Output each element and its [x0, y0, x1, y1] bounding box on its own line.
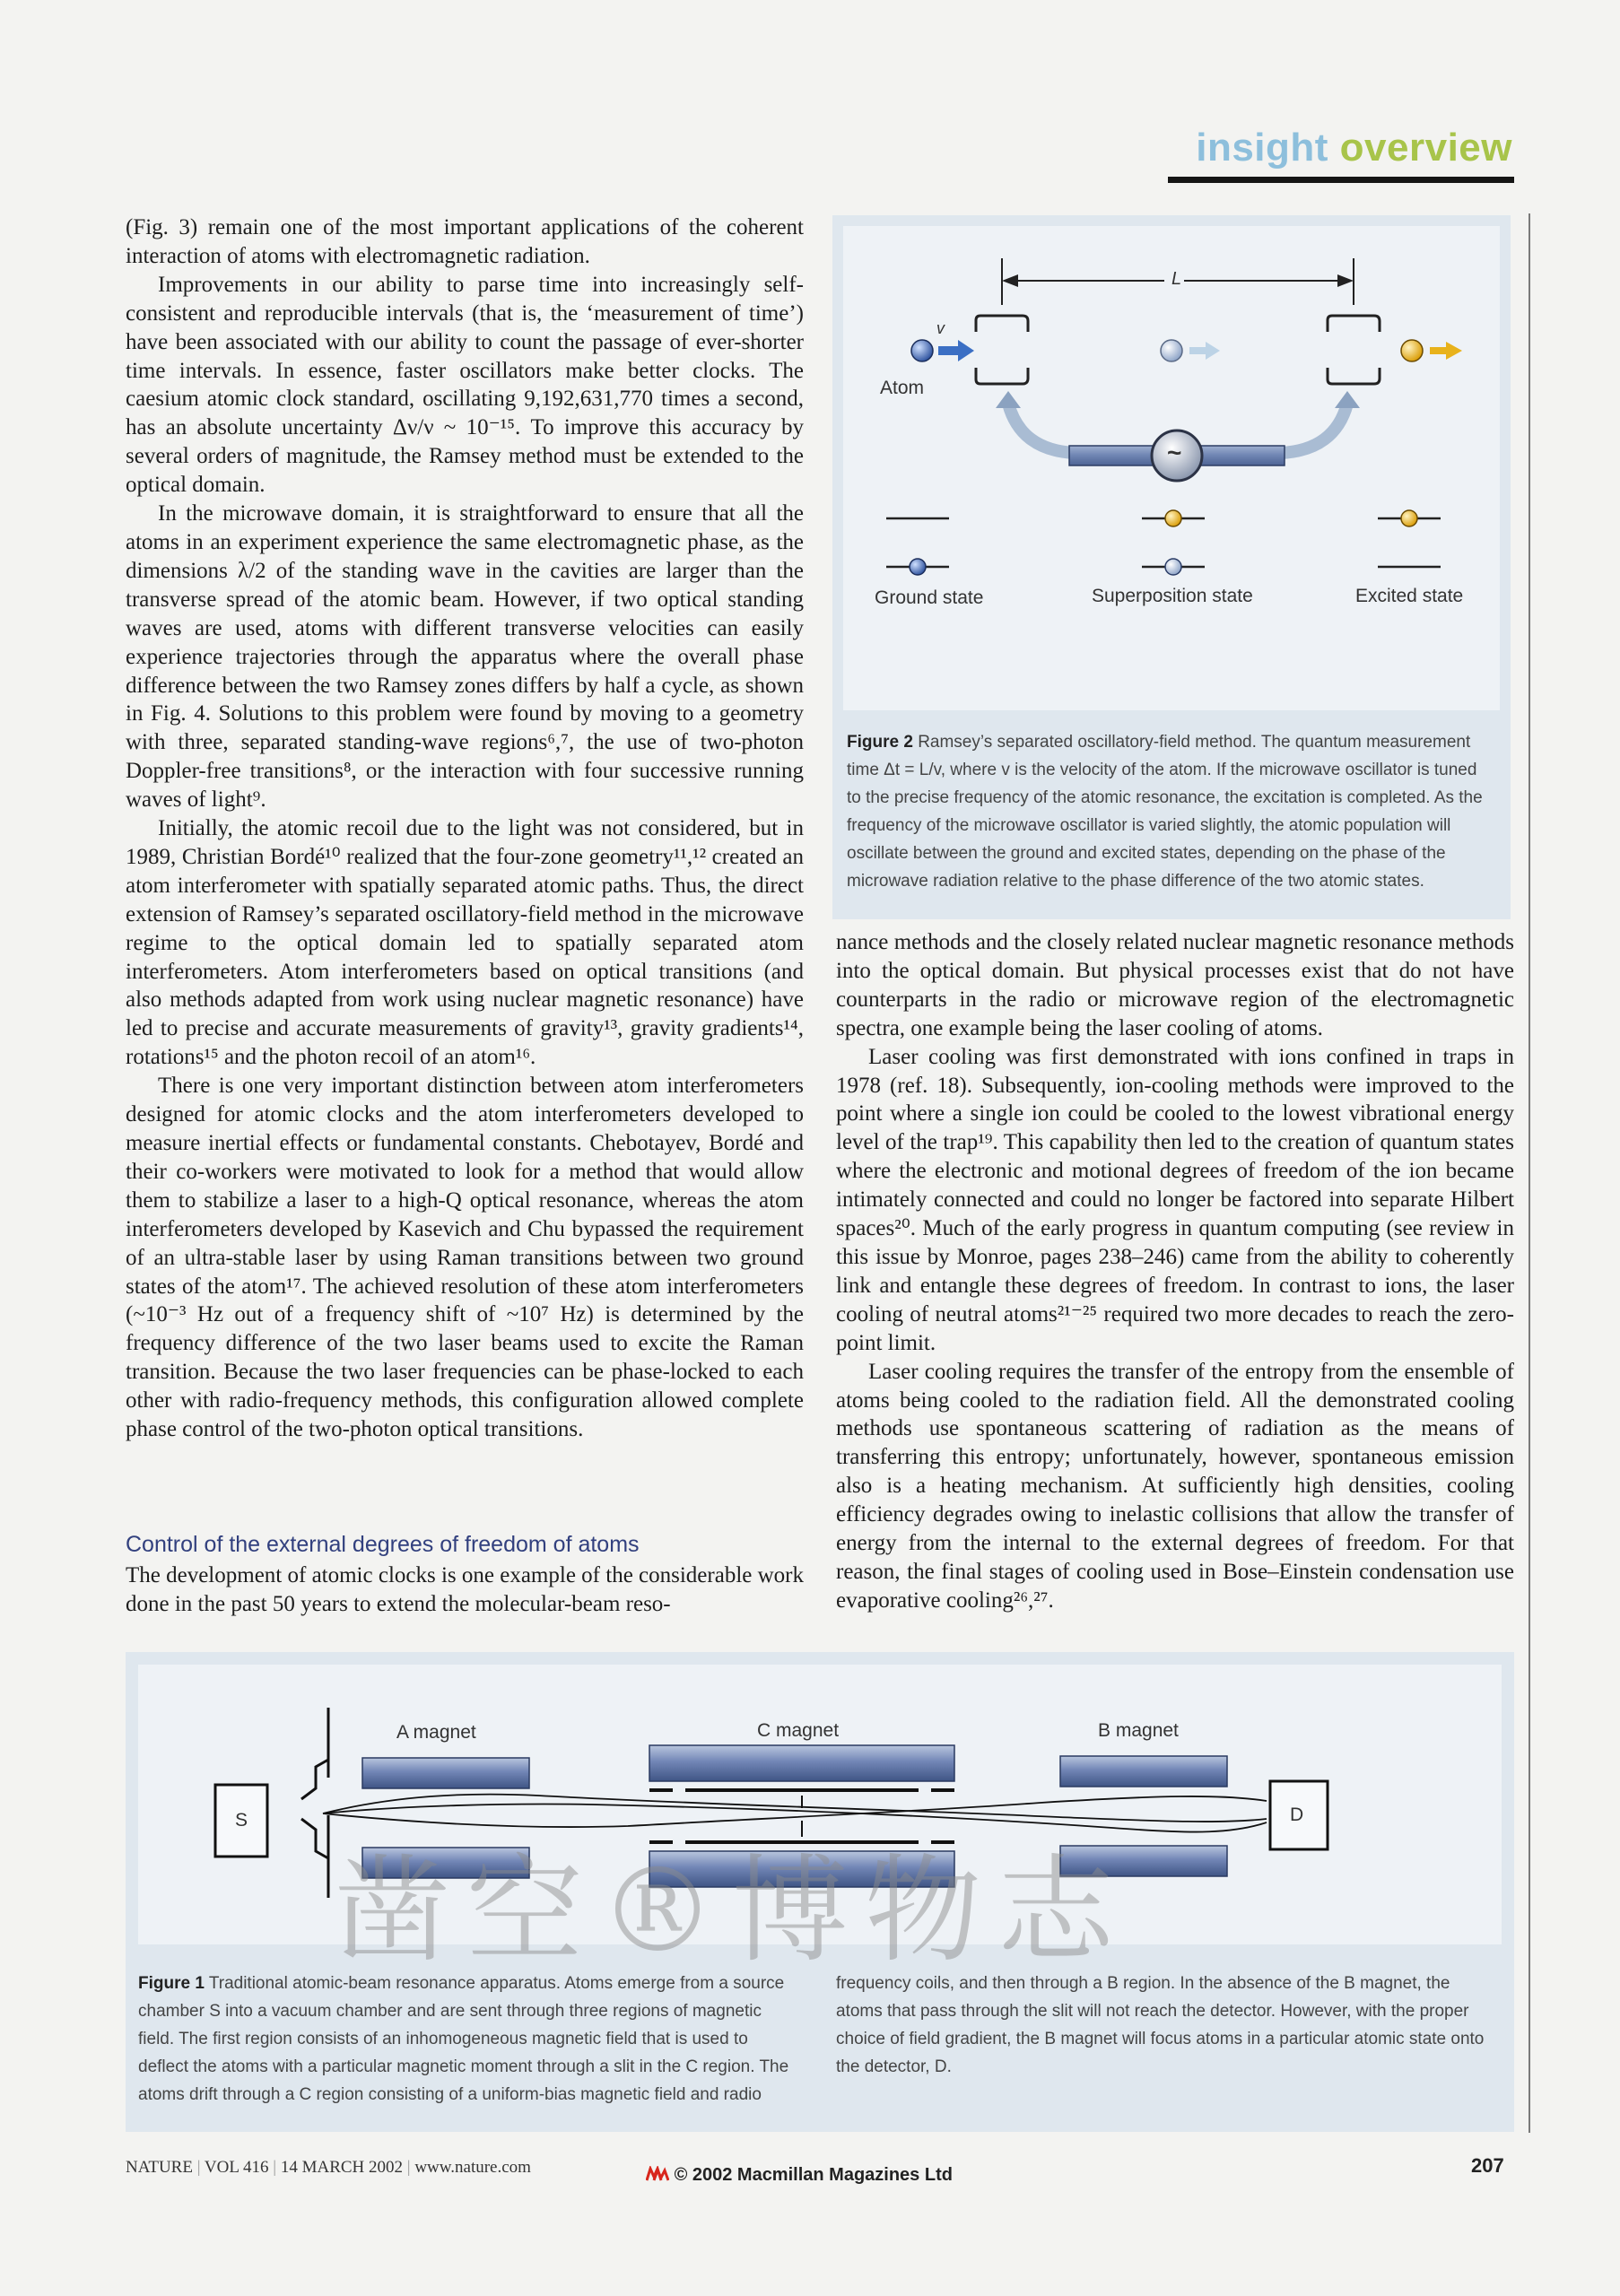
- velocity-label: v: [936, 319, 945, 337]
- b-magnet-label: B magnet: [1098, 1720, 1179, 1741]
- journal-name: NATURE: [126, 2158, 193, 2177]
- b-magnet-upper: [1060, 1756, 1227, 1787]
- figure-1-label: Figure 1: [138, 1974, 205, 1993]
- superposition-state-label: Superposition state: [1092, 586, 1253, 606]
- journal-volume: VOL 416: [204, 2158, 269, 2177]
- figure-2-caption-text: Ramsey’s separated oscillatory-field method. The quantum measurement time Δt = L/v, where v is the velocity of the atom. If the microwave oscillator is tuned to the precise frequency of the atomic resonance, the excitation is completed. As the frequency of the microwave oscillator is varied slightly, the atomic population will oscillate between the ground and excited states, depending on the phase of the microwave radiation relative to the phase difference of the two atomic states.: [847, 733, 1483, 891]
- superposition-upper-atom: [1165, 510, 1181, 526]
- a-magnet-label: A magnet: [396, 1722, 476, 1743]
- paragraph: In the microwave domain, it is straightforward to ensure that all the atoms in an experiment experience the same electromagnetic phase, as the dimensions λ/2 of the standing wave in the cavities are larger than the transverse spread of the atomic beam. However, if two optical standing waves are used, atoms with different transverse velocities can easily experience trajectories through the apparatus where the overall phase difference between the two Ramsey zones differs by half a cycle, as shown in Fig. 4. Solutions to this problem were found by moving to a geometry with three, separated standing-wave regions⁶,⁷, the use of two-photon Doppler-free transitions⁸, or the interaction with four successive running waves of light⁹.: [126, 501, 804, 813]
- figure-1-caption-text: Traditional atomic-beam resonance apparatus. Atoms emerge from a source chamber S into a vacuum chamber and are sent through three regions of magnetic field. The first region consists of an inhomogeneous magnetic field that is used to deflect the atoms with a particular magnetic moment through a slit in the C region. The atoms drift through a C region consisting of a uniform-bias magnetic field and radio: [138, 1974, 789, 2104]
- section-heading: Control of the external degrees of freedom of atoms: [126, 1532, 640, 1557]
- section-word-overview: overview: [1339, 126, 1512, 170]
- atom-label: Atom: [880, 378, 925, 398]
- paragraph: The development of atomic clocks is one example of the considerable work done in the past 50 years to extend the molecular-beam reso-: [126, 1563, 804, 1616]
- paragraph: There is one very important distinction between atom interferometers designed for atomic clocks and the atom interferometers developed to measure inertial effects or fundamental constants. Chebotayev, Bordé and their co-workers were motivated to look for a method that would allow them to stabilize a laser to a high-Q optical resonance, whereas the atom interferometers developed by Kasevich and Chu bypassed the requirement of an ultra-stable laser by using Raman transitions between two ground states of the atom¹⁷. The achieved resolution of these atom interferometers (~10⁻³ Hz out of a frequency shift of ~10⁷ Hz) is determined by the frequency difference of the two laser beams used to excite the Raman transition. Because the two laser frequencies can be phase-locked to each other with radio-frequency methods, this configuration allowed complete phase control of the two-photon optical transitions.: [126, 1074, 804, 1442]
- paragraph: Laser cooling requires the transfer of the entropy from the ensemble of atoms being cooled to the radiation field. All the demonstrated cooling methods use spontaneous scattering of radiation as the means of transferring this entropy; unfortunately, however, spontaneous emission also is a heating mechanism. At sufficiently high densities, cooling efficiency degrades owing to inelastic collisions that allow the transfer of energy from the internal to the external degrees of freedom. For that reason, the final stages of cooling used in Bose–Einstein condensation use evaporative cooling²⁶,²⁷.: [836, 1359, 1514, 1613]
- left-column: [126, 213, 804, 1444]
- paragraph: Initially, the atomic recoil due to the light was not considered, but in 1989, Christian Bordé¹⁰ realized that the four-zone geometry¹¹,¹² created an atom interferometer with spatially separated atomic paths. Thus, the direct extension of Ramsey’s separated oscillatory-field method in the microwave regime to the optical domain led to spatially separated atom interferometers. Atom interferometers based on optical transitions (and also methods adapted from work using nuclear magnetic resonance) have led to precise and accurate measurements of gravity¹³, gravity gradients¹⁴, rotations¹⁵ and the photon recoil of an atom¹⁶.: [126, 816, 804, 1070]
- section-word-insight: insight: [1196, 126, 1328, 170]
- figure-1-caption-right: frequency coils, and then through a B region. In the absence of the B magnet, the atoms that pass through the slit will not reach the detector. However, with the proper choice of field gradient, the B magnet will focus atoms in a particular atomic state onto the detector, D.: [836, 1974, 1485, 2076]
- c-magnet-upper: [649, 1745, 954, 1781]
- column-rule: [1529, 213, 1530, 2133]
- atom-ground-incoming: [911, 340, 933, 361]
- excited-state-label: Excited state: [1355, 586, 1464, 606]
- right-column: [836, 928, 1514, 1615]
- length-label: L: [1171, 269, 1182, 289]
- journal-footer: NATURE | VOL 416 | 14 MARCH 2002 | www.nature.com: [126, 2158, 531, 2177]
- publisher-logo-icon: [646, 2166, 669, 2182]
- figure-1-caption-left: [138, 1970, 802, 2109]
- section-rule: [1168, 177, 1514, 183]
- paragraph: Improvements in our ability to parse time into increasingly self-consistent and reproducible intervals (that is, the ‘measurement of time’) have been associated with our ability to count the passage of ever-shorter time intervals. In essence, faster oscillators make better clocks. The caesium atomic clock standard, oscillating 9,192,631,770 times a second, has an absolute uncertainty Δν/ν ~ 10⁻¹⁵. To improve this accuracy by several orders of magnitude, the Ramsey method must be extended to the optical domain.: [126, 272, 804, 498]
- paragraph: nance methods and the closely related nuclear magnetic resonance methods into the optical domain. But physical processes exist that do not have counterparts in the radio or microwave region of the electromagnetic spectra, one example being the laser cooling of atoms.: [836, 930, 1514, 1040]
- c-magnet-label: C magnet: [757, 1720, 840, 1741]
- journal-date: 14 MARCH 2002: [280, 2158, 404, 2177]
- ground-state-label: Ground state: [875, 587, 984, 608]
- paragraph: Laser cooling was first demonstrated with ions confined in traps in 1978 (ref. 18). Subsequently, ion-cooling methods were improved to the point where a single ion could be cooled to the lowest vibrational energy level of the trap¹⁹. This capability then led to the creation of quantum states where the electronic and motional degrees of freedom of the ion became intimately connected and could no longer be factored into separate Hilbert spaces²⁰. Much of the early progress in quantum computing (see review in this issue by Monroe, pages 238–246) came from the ability to coherently link and entangle these degrees of freedom. In contrast to ions, the laser cooling of neutral atoms²¹⁻²⁵ required two more decades to reach the zero-point limit.: [836, 1044, 1514, 1355]
- paragraph: (Fig. 3) remain one of the most important applications of the coherent interaction of atoms with electromagnetic radiation.: [126, 215, 804, 268]
- figure-2-caption: [847, 728, 1494, 895]
- superposition-lower-atom: [1165, 559, 1181, 575]
- ground-state-atom: [910, 559, 926, 575]
- section-label: [1196, 126, 1512, 170]
- copyright-text: © 2002 Macmillan Magazines Ltd: [674, 2165, 953, 2185]
- atom-excited-outgoing: [1401, 340, 1423, 361]
- detector-label: D: [1290, 1805, 1304, 1825]
- page-number: 207: [1471, 2154, 1504, 2177]
- left-column-continued: [126, 1561, 804, 1619]
- oscillator-symbol: ~: [1167, 439, 1182, 466]
- atom-superposition: [1161, 340, 1182, 361]
- excited-state-atom: [1401, 510, 1417, 526]
- a-magnet-upper: [362, 1758, 529, 1788]
- figure-2-label: Figure 2: [847, 733, 913, 752]
- journal-url[interactable]: www.nature.com: [414, 2158, 531, 2177]
- watermark: 凿空®博物志: [334, 1842, 1131, 1979]
- source-label: S: [235, 1810, 248, 1831]
- copyright-notice: [646, 2165, 953, 2186]
